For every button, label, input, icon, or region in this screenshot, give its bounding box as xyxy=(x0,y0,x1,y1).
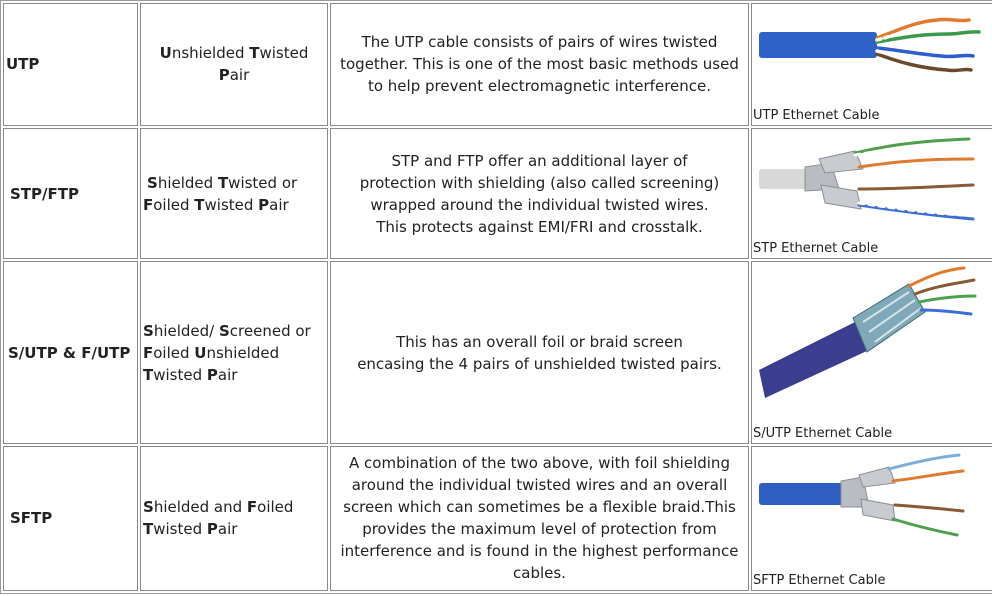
image-caption: STP Ethernet Cable xyxy=(753,241,879,257)
utp-cable-image xyxy=(759,4,989,96)
name-line-2: Foiled Twisted Pair xyxy=(143,195,289,214)
table-row-stp-ftp xyxy=(3,128,992,260)
abbr-cell xyxy=(3,261,138,444)
abbr-text: STP/FTP xyxy=(10,184,79,203)
name-line-3: Twisted Pair xyxy=(143,365,238,384)
abbr-text: S/UTP & F/UTP xyxy=(8,343,131,362)
image-cell xyxy=(751,128,992,260)
name-line-1: Shielded Twisted or xyxy=(147,173,298,192)
image-caption: S/UTP Ethernet Cable xyxy=(753,425,893,441)
name-text: Unshielded Twisted Pair xyxy=(159,44,309,85)
abbr-cell xyxy=(3,446,138,591)
stp-cable-image xyxy=(759,129,989,229)
s-utp-cable-image xyxy=(759,262,989,402)
abbr-text: SFTP xyxy=(10,509,53,528)
abbr-cell xyxy=(3,3,138,126)
table-row-utp xyxy=(3,3,992,126)
sftp-cable-image xyxy=(759,447,989,547)
description-text: A combination of the two above, with foil shielding around the individual twisted wires and an overall screen which can sometimes be a flexible braid.This provides the maximum level of protection from interference and is found in the highest performance cables. xyxy=(340,454,739,583)
name-line-2: Foiled Unshielded xyxy=(143,343,280,362)
abbr-cell xyxy=(3,128,138,260)
description-text: The UTP cable consists of pairs of wires twisted together. This is one of the most basic methods used to help prevent electromagnetic interference. xyxy=(340,33,739,96)
image-cell xyxy=(751,3,992,126)
name-cell xyxy=(140,128,328,260)
description-cell xyxy=(330,3,749,126)
table-row-sftp xyxy=(3,446,992,591)
description-cell xyxy=(330,128,749,260)
description-text: This has an overall foil or braid screen encasing the 4 pairs of unshielded twisted pairs. xyxy=(357,332,722,373)
description-cell xyxy=(330,261,749,444)
image-caption: SFTP Ethernet Cable xyxy=(753,573,886,588)
abbr-text: UTP xyxy=(6,55,40,74)
name-line-1: Shielded and Foiled xyxy=(143,498,294,517)
name-cell xyxy=(140,446,328,591)
name-line-2: Twisted Pair xyxy=(143,520,238,539)
name-line-1: Shielded/ Screened or xyxy=(143,321,311,340)
name-cell xyxy=(140,3,328,126)
image-cell xyxy=(751,446,992,591)
description-cell xyxy=(330,446,749,591)
image-caption: UTP Ethernet Cable xyxy=(753,107,880,123)
description-text: STP and FTP offer an additional layer of protection with shielding (also called screening) wrapped around the individual twisted wires. This protects against EMI/FRI and crosstalk. xyxy=(359,151,720,236)
image-cell xyxy=(751,261,992,444)
name-cell xyxy=(140,261,328,444)
table-row-s-utp-f-utp xyxy=(3,261,992,444)
